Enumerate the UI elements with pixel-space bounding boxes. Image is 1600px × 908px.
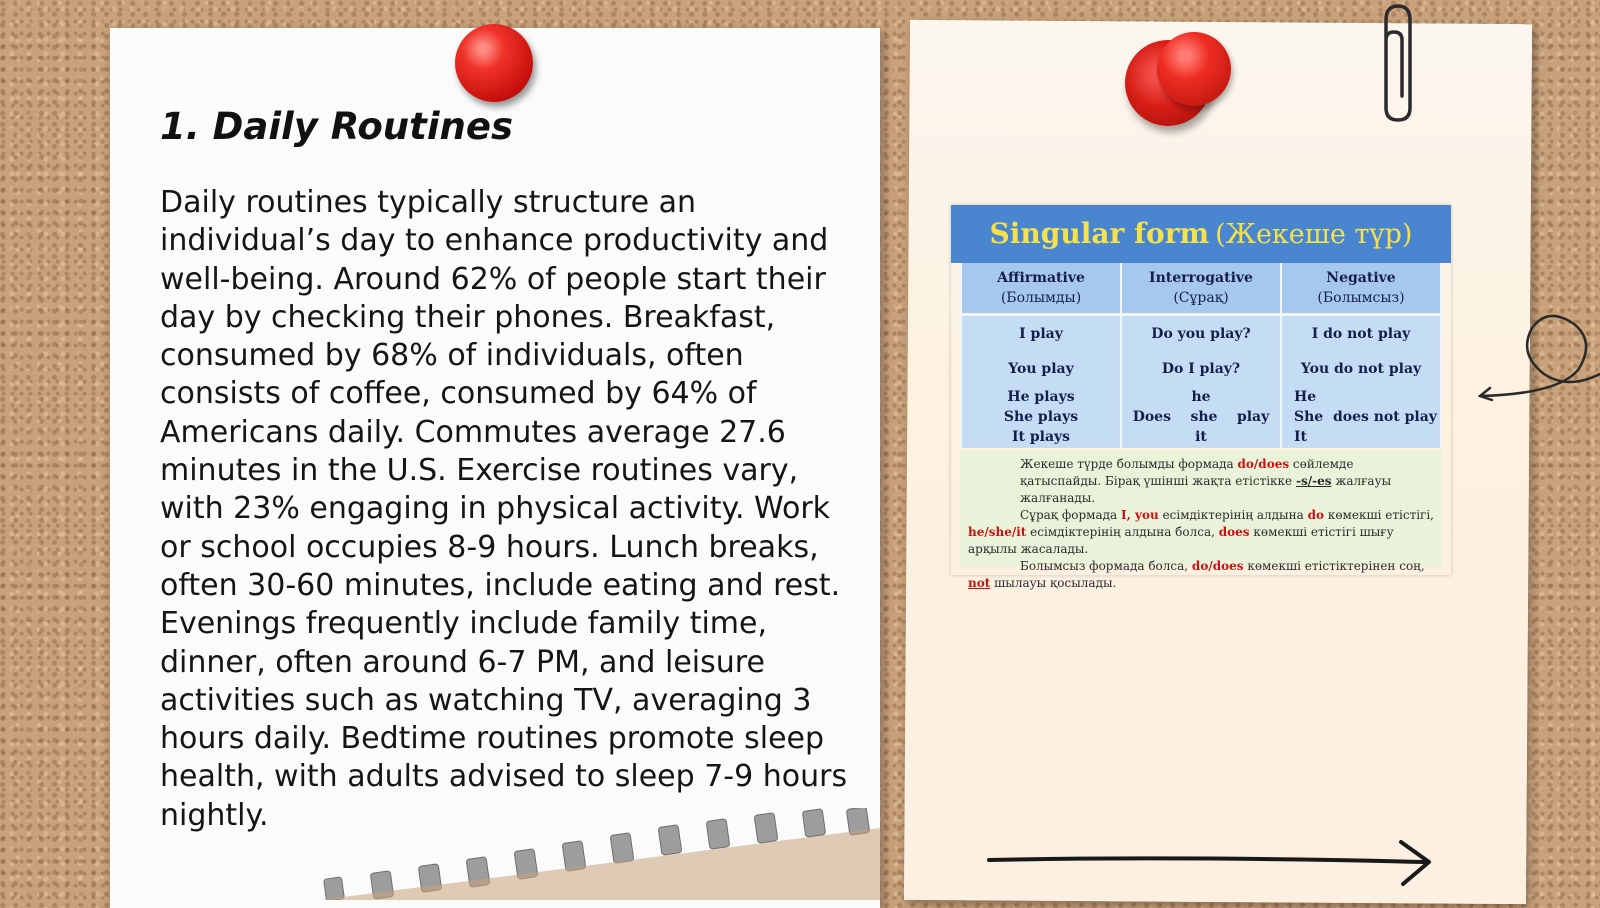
right-arrow-icon: [985, 838, 1447, 888]
table-cell: I do not play: [1281, 315, 1441, 352]
table-cell: I play: [961, 315, 1121, 352]
grammar-title-main: Singular form: [989, 217, 1210, 250]
table-cell: Do you play?: [1121, 315, 1281, 352]
grammar-table-image: [951, 205, 1451, 590]
table-cell: You play: [961, 351, 1121, 386]
daily-routines-paragraph: Daily routines typically structure an individual’s day to enhance productivity and well-being. Around 62% of people start their day by checking their phones. Breakfast, consumed by 68% of individuals, often consists of coffee, consumed by 64% of Americans daily. Commutes average 27.6 minutes in the U.S. Exercise routines vary, with 23% engaging in physical activity. Work or school occupies 8-9 hours. Lunch breaks, often 30-60 minutes, include eating and rest. Evenings frequently include family time, dinner, often around 6-7 PM, and leisure activities such as watching TV, averaging 3 hours daily. Bedtime routines promote sleep health, with adults advised to sleep 7-9 hours nightly.: [160, 185, 848, 833]
table-row: [961, 315, 1441, 352]
table-row: [961, 386, 1441, 448]
grammar-title-sub: (Жекеше түр): [1215, 219, 1413, 250]
table-cell: he Does she play it: [1121, 386, 1281, 448]
section-heading: 1. Daily Routines: [160, 105, 513, 148]
table-cell: You do not play: [1281, 351, 1441, 386]
grammar-title: [951, 205, 1451, 263]
curly-arrow-icon: [1478, 310, 1600, 410]
red-pushpin-icon: [455, 24, 533, 102]
table-row: [961, 351, 1441, 386]
column-header: Negative (Болымсыз): [1281, 263, 1441, 315]
grammar-notes: [960, 450, 1442, 590]
note-paragraph: he/she/it есімдіктерінің алдына болса, does көмекші етістігі шығу арқылы жасалады.: [968, 525, 1394, 556]
conjugation-table: [960, 263, 1442, 448]
table-header-row: [961, 263, 1441, 315]
note-paragraph: not шылауы қосылады.: [968, 576, 1117, 590]
note-paragraph: Болымсыз формада болса, do/does көмекші етістіктерінен соң,: [1020, 559, 1425, 573]
table-cell: He She does not play It: [1281, 386, 1441, 448]
table-cell: Do I play?: [1121, 351, 1281, 386]
note-paragraph: Сұрақ формада I, you есімдіктерінің алдына do көмекші етістігі,: [1020, 508, 1434, 522]
note-paragraph: Жекеше түрде болымды формада do/does сөйлемде қатыспайды. Бірақ үшінші жақта етістікке -s/-es жалғауы жалғанады.: [1020, 457, 1392, 505]
table-cell: He plays She plays It plays: [961, 386, 1121, 448]
column-header: Affirmative (Болымды): [961, 263, 1121, 315]
paperclip-icon: [1372, 0, 1420, 125]
red-pushpin-icon: [1157, 32, 1231, 106]
column-header: Interrogative (Сұрақ): [1121, 263, 1281, 315]
